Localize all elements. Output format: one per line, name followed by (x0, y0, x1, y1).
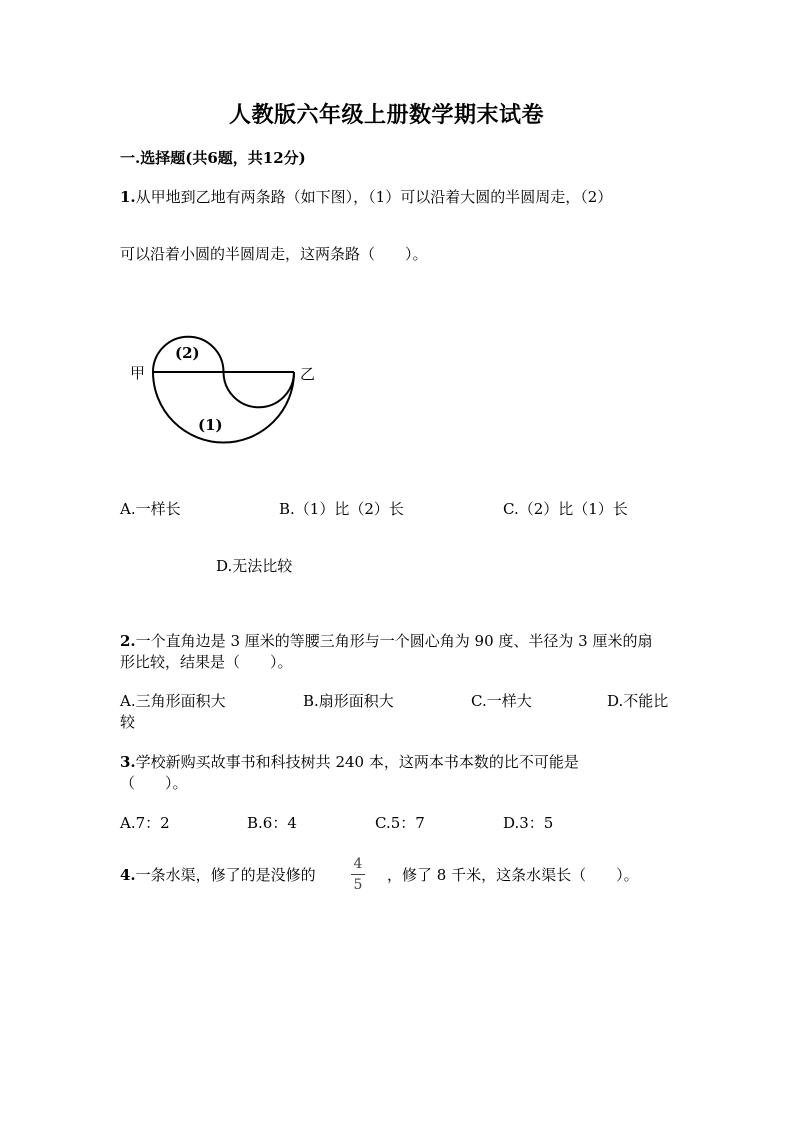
question-1-line-1 (120, 186, 612, 207)
question-1-figure (120, 315, 340, 455)
option-d-wrap: 较 (120, 713, 136, 731)
section-heading: 一.选择题(共6题，共12分) (120, 149, 306, 167)
large-semicircle-path (153, 372, 294, 443)
question-text: 学校新购买故事书和科技树共 240 本，这两本书本数的比不可能是 (135, 753, 579, 771)
small-path-label: (2) (175, 344, 200, 362)
question-4-text-before (120, 864, 316, 885)
end-point-label: 乙 (300, 365, 316, 383)
fraction-numerator: 4 (353, 856, 363, 872)
question-text: 一个直角边是 3 厘米的等腰三角形与一个圆心角为 90 度、半径为 3 厘米的扇 (135, 632, 653, 650)
question-4-text-after: ，修了 8 千米，这条水渠长（ ）。 (387, 866, 639, 884)
option-a[interactable]: A.一样长 (120, 500, 181, 518)
start-point-label: 甲 (130, 364, 146, 382)
question-1-line-2: 可以沿着小圆的半圆周走，这两条路（ ）。 (120, 245, 428, 263)
question-number: 2. (120, 632, 136, 650)
option-a[interactable]: A.三角形面积大 (120, 692, 226, 710)
question-number: 4. (120, 866, 136, 884)
option-a[interactable]: A.7：2 (120, 814, 170, 832)
option-c[interactable]: C.一样大 (471, 692, 532, 710)
small-semicircle-bottom-path (224, 372, 295, 407)
option-b[interactable]: B.6：4 (247, 814, 297, 832)
page-title: 人教版六年级上册数学期末试卷 (229, 102, 545, 128)
option-b[interactable]: B.（1）比（2）长 (279, 500, 404, 518)
question-text: 一条水渠，修了的是没修的 (135, 866, 316, 884)
option-c[interactable]: C.5：7 (375, 814, 425, 832)
option-d[interactable]: D.无法比较 (216, 557, 293, 575)
option-c[interactable]: C.（2）比（1）长 (503, 500, 628, 518)
question-2-line-1 (120, 630, 652, 651)
question-number: 1. (120, 188, 136, 206)
option-b[interactable]: B.扇形面积大 (303, 692, 394, 710)
question-text: 从甲地到乙地有两条路（如下图），（1）可以沿着大圆的半圆周走，（2） (135, 188, 613, 206)
fraction-bar (351, 874, 365, 875)
fraction (351, 855, 365, 894)
fraction-denominator: 5 (353, 877, 363, 893)
question-3-line-1 (120, 751, 579, 772)
option-d[interactable]: D.不能比 (607, 692, 669, 710)
large-path-label: (1) (198, 416, 223, 434)
question-2-line-2: 形比较，结果是（ ）。 (120, 653, 293, 671)
question-3-line-2: （ ）。 (120, 774, 188, 792)
option-d[interactable]: D.3：5 (503, 814, 554, 832)
question-number: 3. (120, 753, 136, 771)
